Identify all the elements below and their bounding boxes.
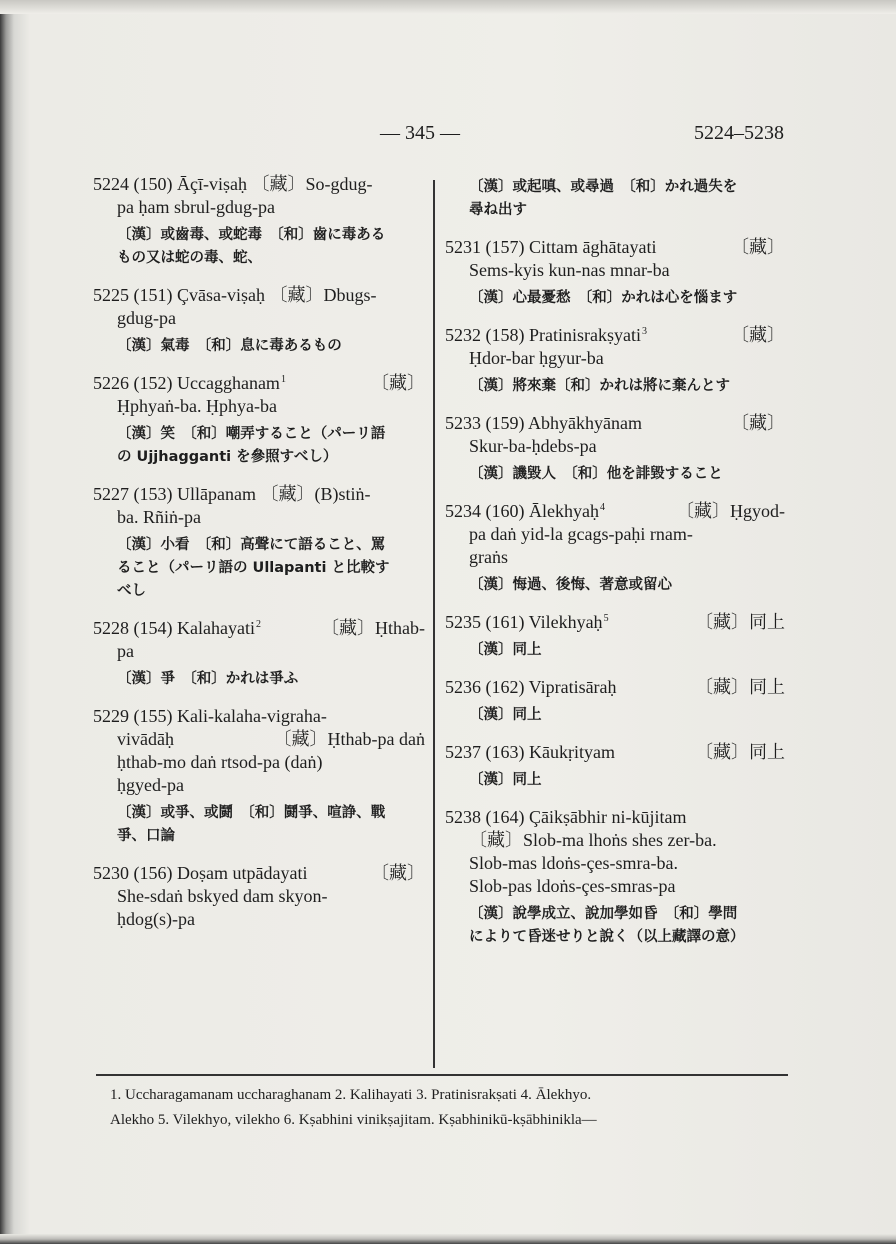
entry-translations bbox=[93, 335, 425, 358]
tibetan-label: 〔藏〕 bbox=[371, 863, 425, 883]
line-text: She-sdaṅ bskyed dam skyon- bbox=[117, 886, 328, 906]
entry-text bbox=[117, 885, 327, 908]
footnote-rule bbox=[96, 1074, 788, 1076]
line-text: Skur-ba-ḥdebs-pa bbox=[469, 436, 597, 456]
line-text: 5228 (154) Kalahayati bbox=[93, 618, 255, 638]
entry-tibetan-line bbox=[445, 852, 785, 875]
dictionary-entry bbox=[445, 236, 785, 310]
translation-line: 〔漢〕或爭、或鬪 〔和〕鬪爭、喧諍、戰 bbox=[117, 805, 386, 821]
footnote-line: Alekho 5. Vilekhyo, vilekho 6. Kṣabhini vinikṣajitam. Kṣabhinikū-kṣābhinikla— bbox=[110, 1112, 597, 1128]
entry-tibetan-line bbox=[445, 347, 785, 370]
footnote-marker: 2 bbox=[255, 619, 261, 630]
entry-text bbox=[117, 196, 275, 219]
dictionary-entry bbox=[93, 705, 425, 848]
entry-headword-line bbox=[445, 324, 785, 347]
entry-text bbox=[469, 523, 693, 546]
translation-line: の Ujjhagganti を參照すべし） bbox=[117, 449, 338, 465]
footnote-marker: 5 bbox=[603, 613, 609, 624]
dictionary-entry bbox=[93, 284, 425, 358]
left-column bbox=[93, 173, 425, 1065]
entry-translations bbox=[93, 802, 425, 848]
entry-tibetan-line bbox=[93, 307, 425, 330]
entry-headword-line bbox=[445, 500, 785, 523]
tibetan-label: 〔藏〕Ḥgyod- bbox=[676, 501, 785, 521]
entry-tibetan-line bbox=[93, 196, 425, 219]
entry-headword-line bbox=[93, 862, 425, 885]
entry-text bbox=[469, 546, 508, 569]
entry-headword-line bbox=[445, 806, 785, 829]
entry-tibetan-line bbox=[93, 395, 425, 418]
tibetan-label: 〔藏〕Ḥthab- bbox=[321, 618, 425, 638]
line-text: pa ḥam sbrul-gdug-pa bbox=[117, 197, 275, 217]
entry-headword-line bbox=[445, 412, 785, 435]
line-text: Slob-mas ldoṅs-çes-smra-ba. bbox=[469, 853, 678, 873]
dictionary-entry bbox=[445, 806, 785, 949]
translation-line: 〔漢〕悔過、後悔、著意或留心 bbox=[469, 577, 672, 593]
footnote-marker: 4 bbox=[599, 502, 605, 513]
entry-text bbox=[469, 852, 678, 875]
line-text: 5230 (156) Doṣam utpādayati bbox=[93, 863, 308, 883]
entry-headword-line bbox=[445, 611, 785, 634]
line-text: Ḥdor-bar ḥgyur-ba bbox=[469, 348, 604, 368]
entry-headword-line bbox=[445, 676, 785, 699]
translation-line: 〔漢〕或起嗔、或尋過 〔和〕かれ過失を bbox=[469, 179, 738, 195]
right-column bbox=[445, 176, 785, 1065]
dictionary-entry bbox=[93, 483, 425, 603]
line-text: 5234 (160) Ālekhyaḥ bbox=[445, 501, 599, 521]
dictionary-entry bbox=[93, 173, 425, 270]
entry-headword-line bbox=[93, 483, 425, 506]
translation-line: 〔漢〕同上 bbox=[469, 707, 542, 723]
dictionary-entry bbox=[445, 500, 785, 597]
page-number: — 345 — bbox=[380, 122, 460, 144]
entry-text bbox=[445, 741, 615, 764]
footnote-marker: 1 bbox=[280, 374, 286, 385]
dictionary-entry bbox=[93, 862, 425, 931]
line-text: Slob-pas ldoṅs-çes-smras-pa bbox=[469, 876, 676, 896]
entry-text bbox=[93, 617, 261, 640]
entry-text bbox=[93, 705, 327, 728]
entry-translations bbox=[445, 574, 785, 597]
entry-text bbox=[117, 728, 174, 751]
translation-line: 〔漢〕氣毒 〔和〕息に毒あるもの bbox=[117, 338, 342, 354]
tibetan-label: 〔藏〕 bbox=[371, 373, 425, 393]
entry-headword-line bbox=[445, 741, 785, 764]
footnote-line: 1. Uccharagamanam uccharaghanam 2. Kalihayati 3. Pratinisrakṣati 4. Ālekhyo. bbox=[110, 1087, 592, 1103]
entry-headword-line bbox=[445, 236, 785, 259]
tibetan-label: 〔藏〕Ḥthab-pa daṅ bbox=[273, 729, 425, 749]
entry-text bbox=[93, 173, 372, 196]
entry-text bbox=[445, 412, 642, 435]
entry-translations bbox=[445, 287, 785, 310]
entry-tibetan-line bbox=[445, 259, 785, 282]
translation-line: 〔漢〕將來棄〔和〕かれは將に棄んとす bbox=[469, 378, 730, 394]
dictionary-entry bbox=[93, 617, 425, 691]
line-text: 5229 (155) Kali-kalaha-vigraha- bbox=[93, 706, 327, 726]
dictionary-entry bbox=[445, 676, 785, 727]
line-text: ḥdog(s)-pa bbox=[117, 909, 195, 929]
line-text: 5226 (152) Uccagghanam bbox=[93, 373, 280, 393]
entry-headword-line bbox=[93, 705, 425, 728]
entry-translations bbox=[445, 639, 785, 662]
column-divider bbox=[433, 180, 435, 1068]
translation-line: もの又は蛇の毒、蛇、 bbox=[117, 250, 262, 266]
dictionary-entry bbox=[445, 611, 785, 662]
entry-tibetan-line bbox=[445, 875, 785, 898]
entry-text bbox=[93, 284, 376, 307]
line-text: vivādāḥ bbox=[117, 729, 174, 749]
scan-bottom-edge bbox=[0, 1234, 896, 1244]
line-text: 5227 (153) Ullāpanam 〔藏〕(B)stiṅ- bbox=[93, 484, 371, 504]
tibetan-label: 〔藏〕 bbox=[731, 237, 785, 257]
dictionary-entry bbox=[445, 324, 785, 398]
line-text: 5232 (158) Pratinisrakṣyati bbox=[445, 325, 641, 345]
line-text: graṅs bbox=[469, 547, 508, 567]
line-text: 〔藏〕Slob-ma lhoṅs shes zer-ba. bbox=[469, 830, 717, 850]
entry-text bbox=[469, 829, 717, 852]
entry-tibetan-line bbox=[93, 908, 425, 931]
entry-translations bbox=[93, 534, 425, 603]
scan-top-edge bbox=[0, 0, 896, 14]
entry-headword-line bbox=[93, 173, 425, 196]
translation-line: 〔漢〕同上 bbox=[469, 642, 542, 658]
entry-text bbox=[117, 395, 277, 418]
line-text: gdug-pa bbox=[117, 308, 176, 328]
entry-text bbox=[117, 640, 134, 663]
line-text: pa daṅ yid-la gcags-paḥi rnam- bbox=[469, 524, 693, 544]
line-text: Sems-kyis kun-nas mnar-ba bbox=[469, 260, 670, 280]
tibetan-label: 〔藏〕同上 bbox=[695, 612, 785, 632]
line-text: 5233 (159) Abhyākhyānam bbox=[445, 413, 642, 433]
entry-translations bbox=[445, 375, 785, 398]
entry-text bbox=[469, 875, 675, 898]
line-text: 5225 (151) Çvāsa-viṣaḥ 〔藏〕Dbugs- bbox=[93, 285, 377, 305]
translation-line: 〔漢〕爭 〔和〕かれは爭ふ bbox=[117, 671, 299, 687]
translation-line: 〔漢〕笑 〔和〕嘲弄すること（パーリ語 bbox=[117, 426, 386, 442]
entry-text bbox=[117, 506, 201, 529]
entry-translations bbox=[445, 463, 785, 486]
entry-translations bbox=[93, 224, 425, 270]
entry-range: 5224–5238 bbox=[694, 122, 784, 144]
entry-text bbox=[445, 676, 617, 699]
translation-line: べし bbox=[117, 583, 146, 599]
translation-line: 〔漢〕譏毀人 〔和〕他を誹毀すること bbox=[469, 466, 723, 482]
entry-headword-line bbox=[93, 284, 425, 307]
entry-text bbox=[93, 483, 370, 506]
entry-tibetan-line bbox=[93, 506, 425, 529]
line-text: 5235 (161) Vilekhyaḥ bbox=[445, 612, 603, 632]
line-text: ḥgyed-pa bbox=[117, 775, 184, 795]
translation-line: 〔漢〕小看 〔和〕高聲にて語ること、罵 bbox=[117, 537, 386, 553]
translation-line: 〔漢〕說學成立、說加學如昏 〔和〕學問 bbox=[469, 906, 738, 922]
line-text: ba. Rñiṅ-pa bbox=[117, 507, 201, 527]
line-text: 5238 (164) Çāikṣābhir ni-kūjitam bbox=[445, 807, 687, 827]
dictionary-entry bbox=[445, 741, 785, 792]
tibetan-label: 〔藏〕同上 bbox=[695, 742, 785, 762]
dictionary-entry bbox=[445, 412, 785, 486]
entry-tibetan-line bbox=[445, 546, 785, 569]
entry-text bbox=[93, 372, 286, 395]
tibetan-label: 〔藏〕 bbox=[731, 413, 785, 433]
dictionary-entry bbox=[445, 176, 785, 222]
entry-tibetan-line bbox=[93, 728, 425, 751]
entry-text bbox=[445, 806, 686, 829]
entry-text bbox=[469, 347, 604, 370]
entry-tibetan-line bbox=[93, 774, 425, 797]
tibetan-label: 〔藏〕 bbox=[731, 325, 785, 345]
translation-line: 〔漢〕心最憂愁 〔和〕かれは心を惱ます bbox=[469, 290, 738, 306]
dictionary-entry bbox=[93, 372, 425, 469]
line-text: pa bbox=[117, 641, 134, 661]
line-text: 5236 (162) Vipratisāraḥ bbox=[445, 677, 617, 697]
entry-text bbox=[117, 751, 322, 774]
entry-headword-line bbox=[93, 617, 425, 640]
translation-line: 尋ね出す bbox=[469, 202, 527, 218]
tibetan-label: 〔藏〕同上 bbox=[695, 677, 785, 697]
entry-headword-line bbox=[93, 372, 425, 395]
entry-text bbox=[117, 774, 184, 797]
entry-tibetan-line bbox=[445, 435, 785, 458]
entry-translations bbox=[445, 769, 785, 792]
line-text: ḥthab-mo daṅ rtsod-pa (daṅ) bbox=[117, 752, 323, 772]
page-header bbox=[0, 122, 896, 152]
entry-text bbox=[93, 862, 307, 885]
entry-tibetan-line bbox=[445, 829, 785, 852]
entry-translations bbox=[445, 176, 785, 222]
entry-tibetan-line bbox=[445, 523, 785, 546]
line-text: 5237 (163) Kāukṛityam bbox=[445, 742, 615, 762]
entry-translations bbox=[445, 704, 785, 727]
footnote-marker: 3 bbox=[641, 326, 647, 337]
translation-line: 爭、口論 bbox=[117, 828, 175, 844]
entry-text bbox=[469, 435, 597, 458]
entry-text bbox=[445, 236, 656, 259]
entry-text bbox=[445, 500, 605, 523]
entry-translations bbox=[93, 423, 425, 469]
entry-translations bbox=[93, 668, 425, 691]
entry-text bbox=[117, 307, 176, 330]
entry-tibetan-line bbox=[93, 751, 425, 774]
line-text: 5231 (157) Cittam āghātayati bbox=[445, 237, 657, 257]
translation-line: ること（パーリ語の Ullapanti と比較す bbox=[117, 560, 390, 576]
entry-text bbox=[445, 611, 609, 634]
entry-text bbox=[445, 324, 647, 347]
entry-translations bbox=[445, 903, 785, 949]
entry-tibetan-line bbox=[93, 640, 425, 663]
entry-tibetan-line bbox=[93, 885, 425, 908]
translation-line: 〔漢〕同上 bbox=[469, 772, 542, 788]
entry-text bbox=[469, 259, 670, 282]
translation-line: 〔漢〕或齒毒、或蛇毒 〔和〕齒に毒ある bbox=[117, 227, 386, 243]
entry-text bbox=[117, 908, 195, 931]
line-text: 5224 (150) Āçī-viṣaḥ 〔藏〕So-gdug- bbox=[93, 174, 373, 194]
translation-line: によりて昏迷せりと說く（以上藏譯の意） bbox=[469, 929, 745, 945]
line-text: Ḥphyaṅ-ba. Ḥphya-ba bbox=[117, 396, 277, 416]
